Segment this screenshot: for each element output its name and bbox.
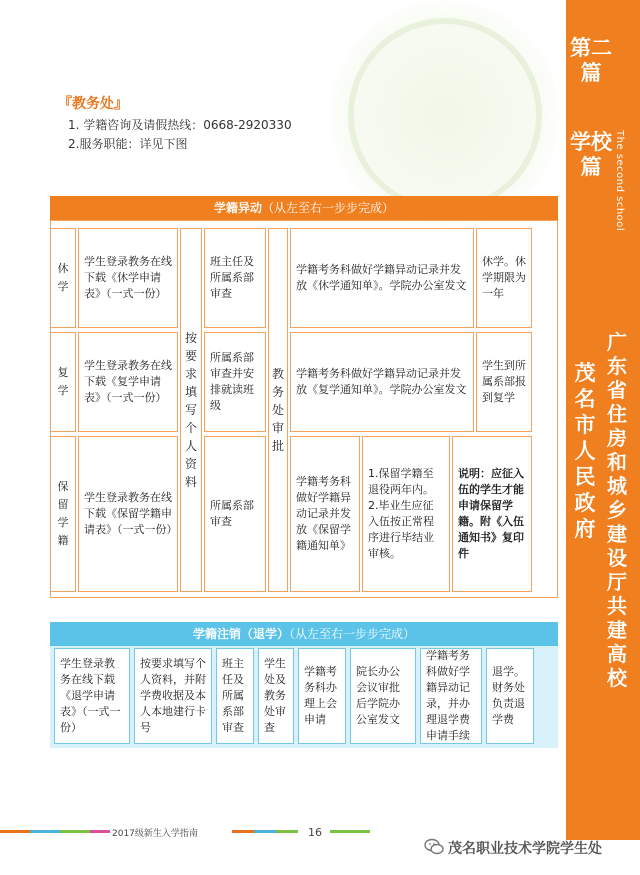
cancel-step-fill-info: 按要求填写个人资料，并附学费收据及本人本地建行卡号: [134, 648, 212, 744]
footer-stripe: [60, 830, 90, 833]
resume-result: 学生到所属系部报到复学: [476, 332, 532, 432]
row-type-resume: 复学: [50, 332, 76, 432]
footer-stripe: [254, 830, 276, 833]
row-type-suspend: 休学: [50, 228, 76, 328]
cancel-step-refund: 退学。财务处负责退学费: [486, 648, 534, 744]
resume-record-step: 学籍考务科做好学籍异动记录并发放《复学通知单》。学院办公室发文: [290, 332, 474, 432]
suspend-download-step: 学生登录教务在线下载《休学申请表》（一式一份）: [78, 228, 178, 328]
retain-review-step: 所属系部审查: [204, 436, 266, 592]
hotline-line: 1. 学籍咨询及请假热线：0668-2920330: [68, 118, 292, 132]
cancel-step-meeting-application: 学籍考务科办理上会申请: [298, 648, 346, 744]
resume-review-step: 所属系部审查并安排就读班级: [204, 332, 266, 432]
sidebar-gov-name: 茂名市人民政府: [574, 361, 596, 541]
page-number: 16: [308, 826, 322, 839]
wechat-account-name: 茂名职业技术学院学生处: [448, 841, 602, 857]
cancel-table-title: [50, 622, 558, 646]
office-heading: 『教务处』: [58, 96, 128, 112]
wechat-icon: [424, 838, 444, 856]
suspend-result: 休学。休学期限为一年: [476, 228, 532, 328]
section-english: The second school: [614, 130, 625, 232]
cancel-step-record: 学籍考务科做好学籍异动记录，并办理退学费申请手续: [420, 648, 482, 744]
cancel-step-office-review: 学生处及教务处审查: [258, 648, 294, 744]
row-type-retain: 保留学籍: [50, 436, 76, 592]
chapter-sidebar: [566, 0, 640, 840]
footer-stripe: [232, 830, 254, 833]
change-table-title: [50, 196, 558, 220]
section-label: 学校篇: [570, 130, 612, 179]
fill-personal-info-step: 按要求填写个人资料: [180, 228, 202, 592]
resume-download-step: 学生登录教务在线下载《复学申请表》（一式一份）: [78, 332, 178, 432]
office-approval-step: 教务处审批: [268, 228, 288, 592]
cancel-title-note: （从左至右一步步完成）: [289, 627, 416, 641]
footer-stripe: [30, 830, 60, 833]
retain-record-step: 学籍考务科做好学籍异动记录并发放《保留学籍通知单》: [290, 436, 360, 592]
cancel-step-president-approval: 院长办公会议审批后学院办公室发文: [350, 648, 416, 744]
cancel-step-dept-review: 班主任及所属系部审查: [216, 648, 254, 744]
chapter-label: 第二篇: [570, 36, 612, 85]
footer-stripe: [90, 830, 110, 833]
footer-guide-title: 2017级新生入学指南: [112, 829, 198, 839]
service-line: 2.服务职能：详见下图: [68, 137, 188, 151]
cancel-step-download: 学生登录教务在线下载《退学申请表》（一式一份）: [54, 648, 130, 744]
retain-conditions: 1.保留学籍至退役两年内。2.毕业生应征入伍按正常程序进行毕结业审核。: [362, 436, 450, 592]
change-title-note: （从左至右一步步完成）: [262, 201, 395, 215]
retain-download-step: 学生登录教务在线下载《保留学籍申请表》（一式一份）: [78, 436, 178, 592]
change-title-text: 学籍异动: [213, 201, 262, 215]
retain-enlist-note: 说明：应征入伍的学生才能申请保留学籍。附《入伍通知书》复印件: [452, 436, 532, 592]
suspend-record-step: 学籍考务科做好学籍异动记录并发放《休学通知单》。学院办公室发文: [290, 228, 474, 328]
sidebar-coop-name: 广东省住房和城乡建设厅共建高校: [607, 330, 627, 690]
school-seal-ring: [348, 18, 542, 212]
footer-stripe: [330, 830, 370, 833]
footer-stripe: [0, 830, 30, 833]
footer-stripe: [276, 830, 298, 833]
suspend-review-step: 班主任及所属系部审查: [204, 228, 266, 328]
cancel-title-text: 学籍注销（退学）: [192, 627, 289, 641]
